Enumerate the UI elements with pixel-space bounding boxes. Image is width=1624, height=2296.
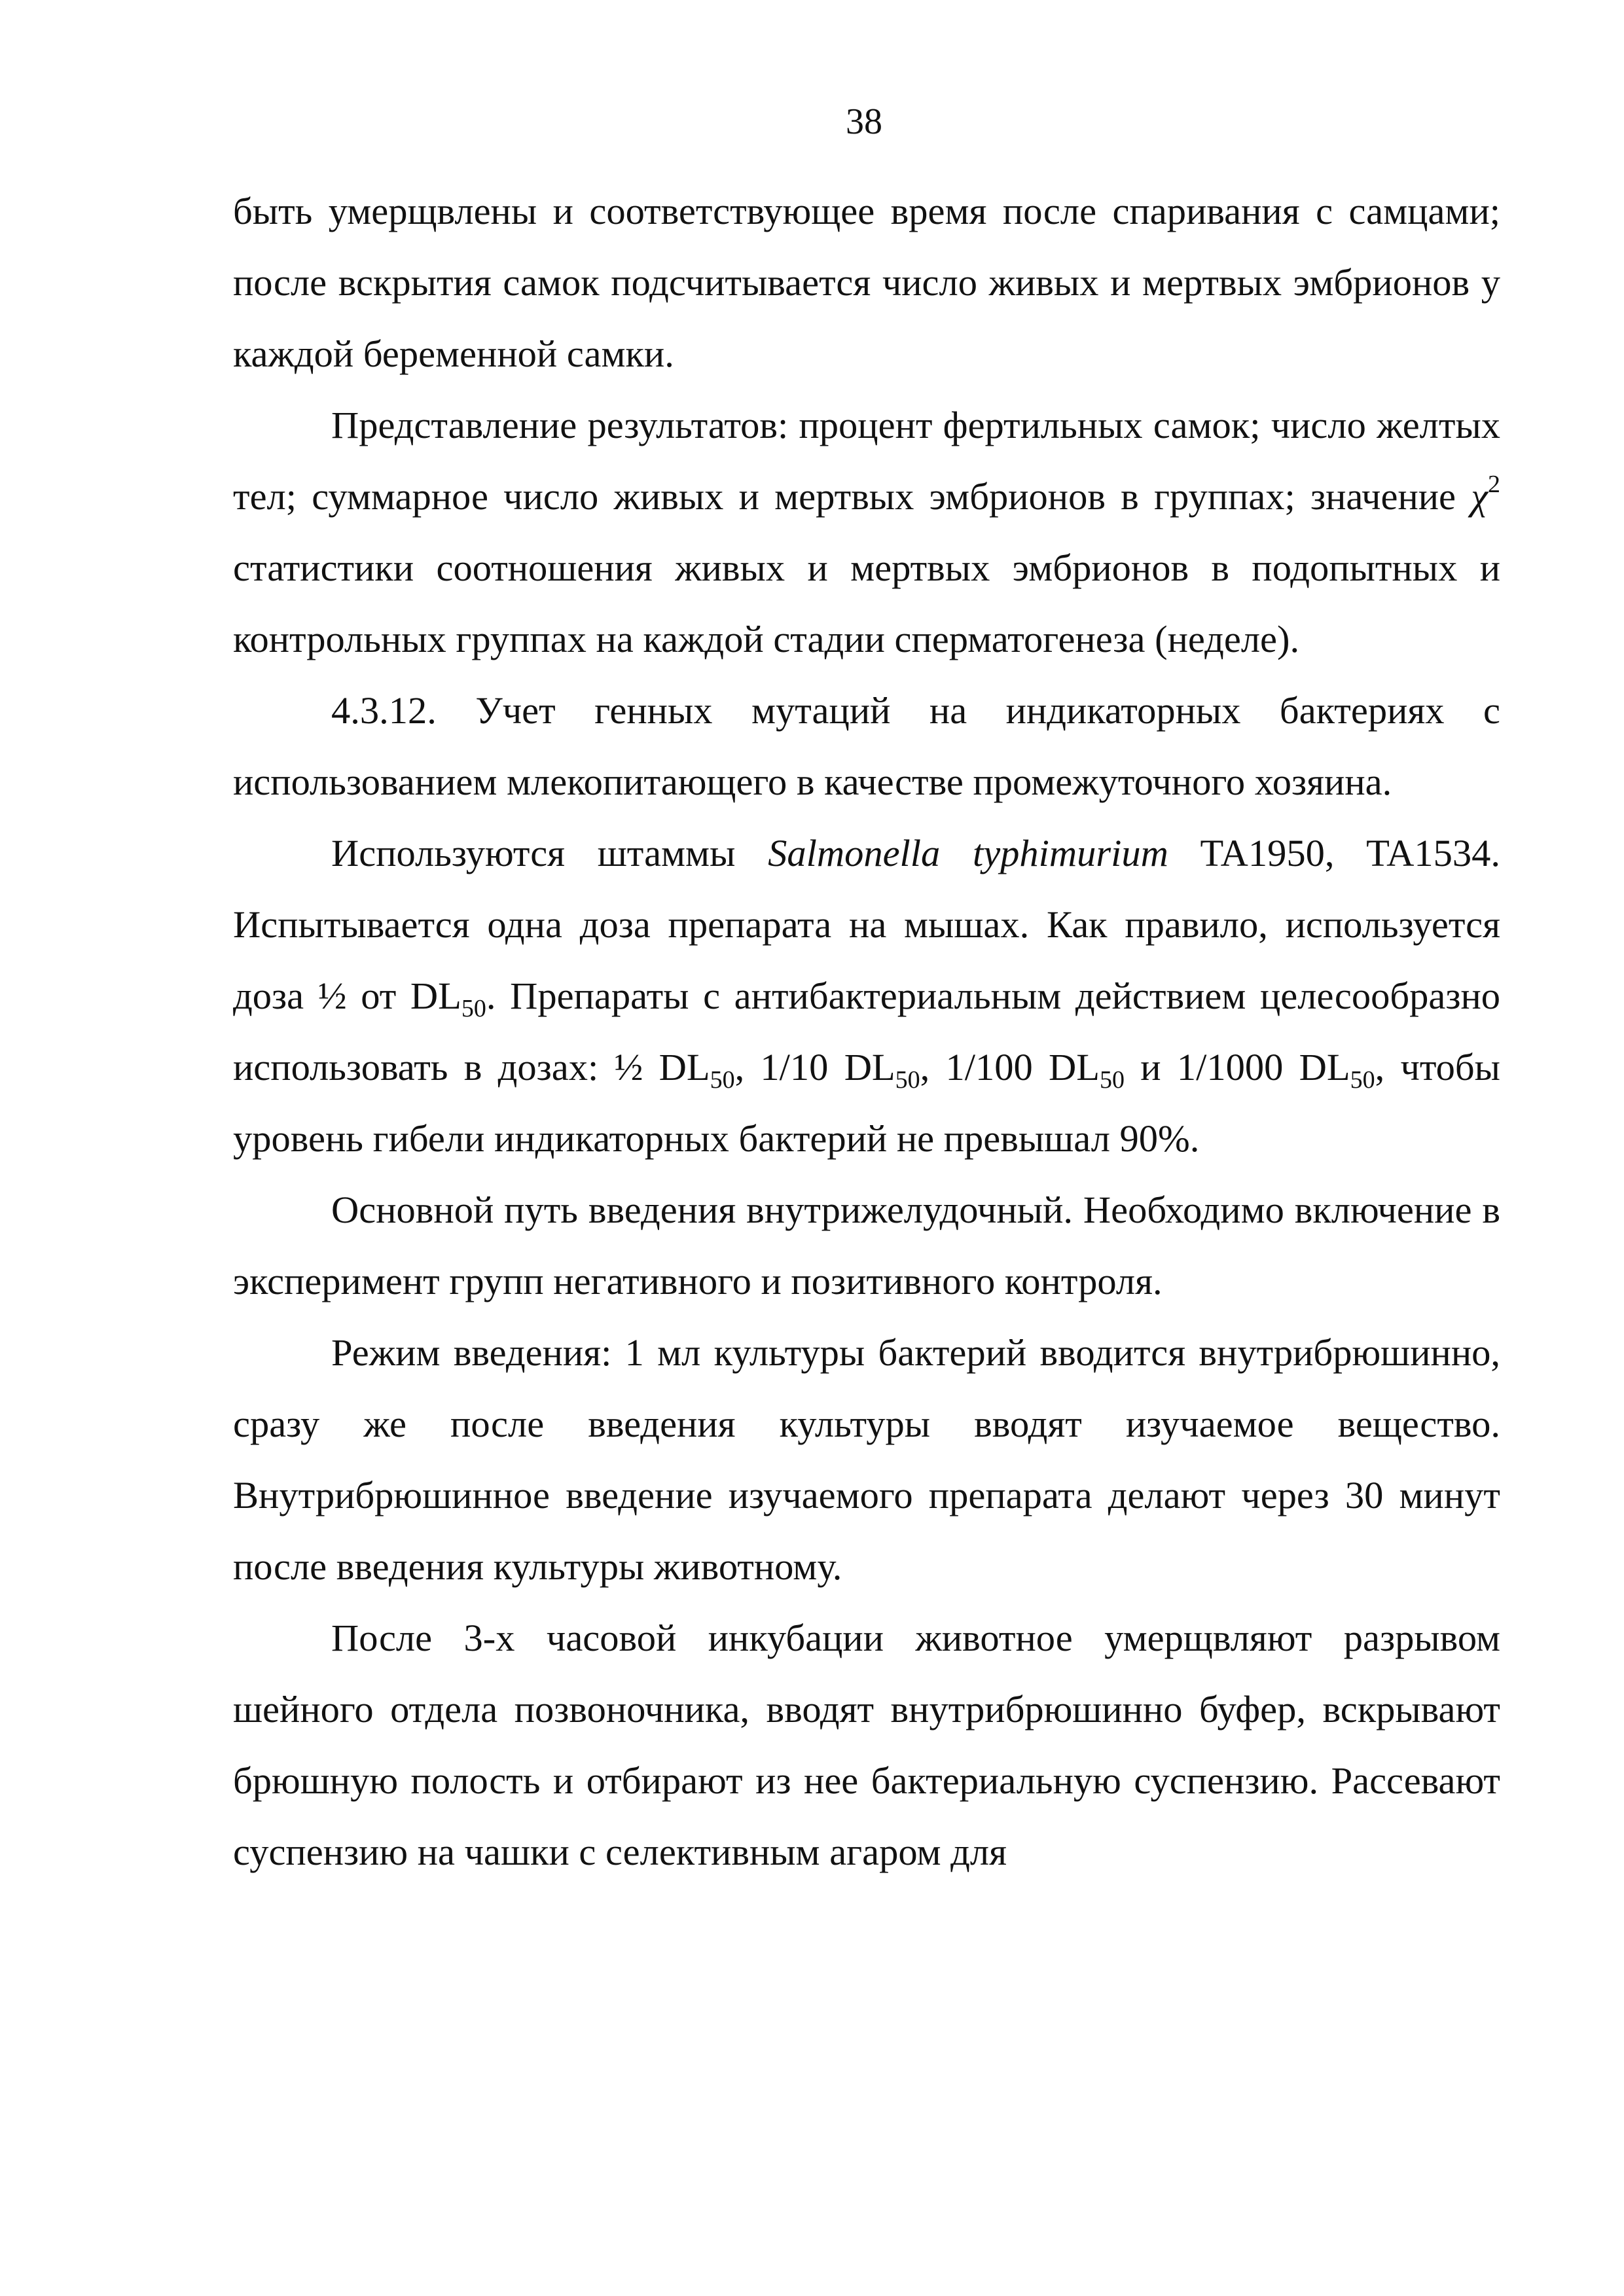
text-run: , чтобы уровень гибели индикаторных бактерий не превышал 90%. [233, 1046, 1500, 1160]
paragraph-results [233, 389, 1500, 675]
paragraph-strains [233, 817, 1500, 1174]
paragraph-regimen: Режим введения: 1 мл культуры бактерий вводится внутрибрюшинно, сразу же после введения культуры вводят изучаемое вещество. Внутрибрюшинное введение изучаемого препарата делают через 30 минут после введения культуры животному. [233, 1331, 1500, 1588]
text-run: и 1/1000 [1125, 1046, 1299, 1088]
text-run: Представление результатов: процент фертильных самок; число желтых тел; суммарное число живых и мертвых эмбрионов в группах; значение [233, 404, 1500, 518]
text-run: Используются штаммы [331, 832, 768, 874]
dl-subscript: 50 [1350, 1066, 1375, 1094]
paragraph-route: Основной путь введения внутрижелудочный. Необходимо включение в эксперимент групп негативного и позитивного контроля. [233, 1189, 1500, 1302]
dl-subscript: 50 [710, 1066, 735, 1094]
page-number: 38 [846, 101, 882, 142]
dl-subscript: 50 [461, 995, 486, 1022]
text-run: . Препараты с антибактериальным действием целесообразно использовать в дозах: ½ [233, 975, 1500, 1088]
document-body [233, 175, 1500, 1888]
dl-subscript: 50 [895, 1066, 920, 1094]
species-name: Salmonella typhimurium [768, 832, 1168, 874]
dl-symbol: DL [410, 975, 461, 1017]
text-run: , 1/100 [920, 1046, 1049, 1088]
text-run: , 1/10 [734, 1046, 844, 1088]
chi-exponent: 2 [1488, 471, 1500, 498]
text-run: TA1950, TA1534. Испытывается одна доза препарата на мышах. Как правило, используется доза ½ от [233, 832, 1500, 1017]
dl-symbol: DL [1049, 1046, 1100, 1088]
dl-symbol: DL [1299, 1046, 1350, 1088]
section-heading-4-3-12: 4.3.12. Учет генных мутаций на индикаторных бактериях с использованием млекопитающего в качестве промежуточного хозяина. [233, 689, 1500, 803]
dl-symbol: DL [844, 1046, 895, 1088]
dl-subscript: 50 [1100, 1066, 1125, 1094]
paragraph-incubation: После 3-х часовой инкубации животное умерщвляют разрывом шейного отдела позвоночника, вводят внутрибрюшинно буфер, вскрывают брюшную полость и отбирают из нее бактериальную суспензию. Рассевают суспензию на чашки с селективным агаром для [233, 1617, 1500, 1873]
dl-symbol: DL [659, 1046, 710, 1088]
paragraph-continued: быть умерщвлены и соответствующее время после спаривания с самцами; после вскрытия самок подсчитывается число живых и мертвых эмбрионов у каждой беременной самки. [233, 190, 1500, 375]
text-run: статистики соотношения живых и мертвых эмбрионов в подопытных и контрольных группах на каждой стадии сперматогенеза (неделе). [233, 547, 1500, 660]
chi-symbol: χ [1471, 475, 1488, 518]
